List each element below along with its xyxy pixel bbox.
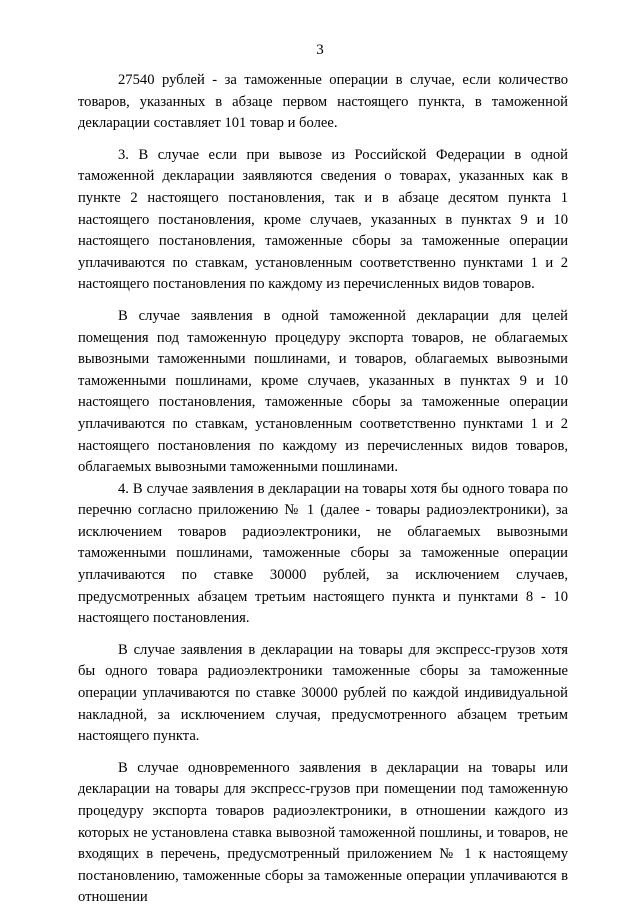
paragraph-clause-4: 4. В случае заявления в декларации на товары хотя бы одного товара по перечню согласно приложению № 1 (далее - товары радиоэлектроники), за исключением товаров радиоэлектроники, не облагаемых вывозными таможенными пошлинами, таможенные сборы за таможенные операции уплачиваются по ставке 30000 рублей, за исключением случаев, предусмотренных абзацем третьим настоящего пункта и пунктами 8 - 10 настоящего постановления. [78, 480, 568, 627]
paragraph-clause-3-export: В случае заявления в одной таможенной декларации для целей помещения под таможенную процедуру экспорта товаров, не облагаемых вывозными таможенными пошлинами, и товаров, облагаемых вывозными таможенными пошлинами, кроме случаев, указанных в пунктах 9 и 10 настоящего постановления, таможенные сборы за таможенные операции уплачиваются по ставкам, установленным соответственно пунктами 1 и 2 настоящего постановления по каждому из перечисленных видов товаров, облагаемых вывозными таможенными пошлинами. [78, 307, 568, 476]
paragraph-clause-4-simultaneous: В случае одновременного заявления в декларации на товары или декларации на товары для экспресс-грузов при помещении под таможенную процедуру экспорта товаров радиоэлектроники, в отношении каждого из которых не установлена ставка вывозной таможенной пошлины, и товаров, не входящих в перечень, предусмотренный приложением № 1 к настоящему постановлению, таможенные сборы за таможенные операции уплачиваются в отношении [78, 759, 568, 906]
paragraph-clause-4-express: В случае заявления в декларации на товары для экспресс-грузов хотя бы одного товара радиоэлектроники таможенные сборы за таможенные операции уплачиваются по ставке 30000 рублей по каждой индивидуальной накладной, за исключением случая, предусмотренного абзацем третьим настоящего пункта. [78, 641, 568, 745]
paragraph-fee-101-items: 27540 рублей - за таможенные операции в случае, если количество товаров, указанных в абзаце первом настоящего пункта, в таможенной декларации составляет 101 товар и более. [78, 72, 568, 132]
document-body [78, 70, 568, 909]
paragraph-clause-3: 3. В случае если при вывозе из Российской Федерации в одной таможенной декларации заявляются сведения о товарах, указанных как в пункте 2 настоящего постановления, так и в абзаце десятом пункта 1 настоящего постановления, кроме случаев, указанных в пунктах 9 и 10 настоящего постановления, таможенные сборы за таможенные операции уплачиваются по ставкам, установленным соответственно пунктами 1 и 2 настоящего постановления по каждому из перечисленных видов товаров. [78, 146, 568, 293]
page-number: 3 [316, 42, 324, 58]
